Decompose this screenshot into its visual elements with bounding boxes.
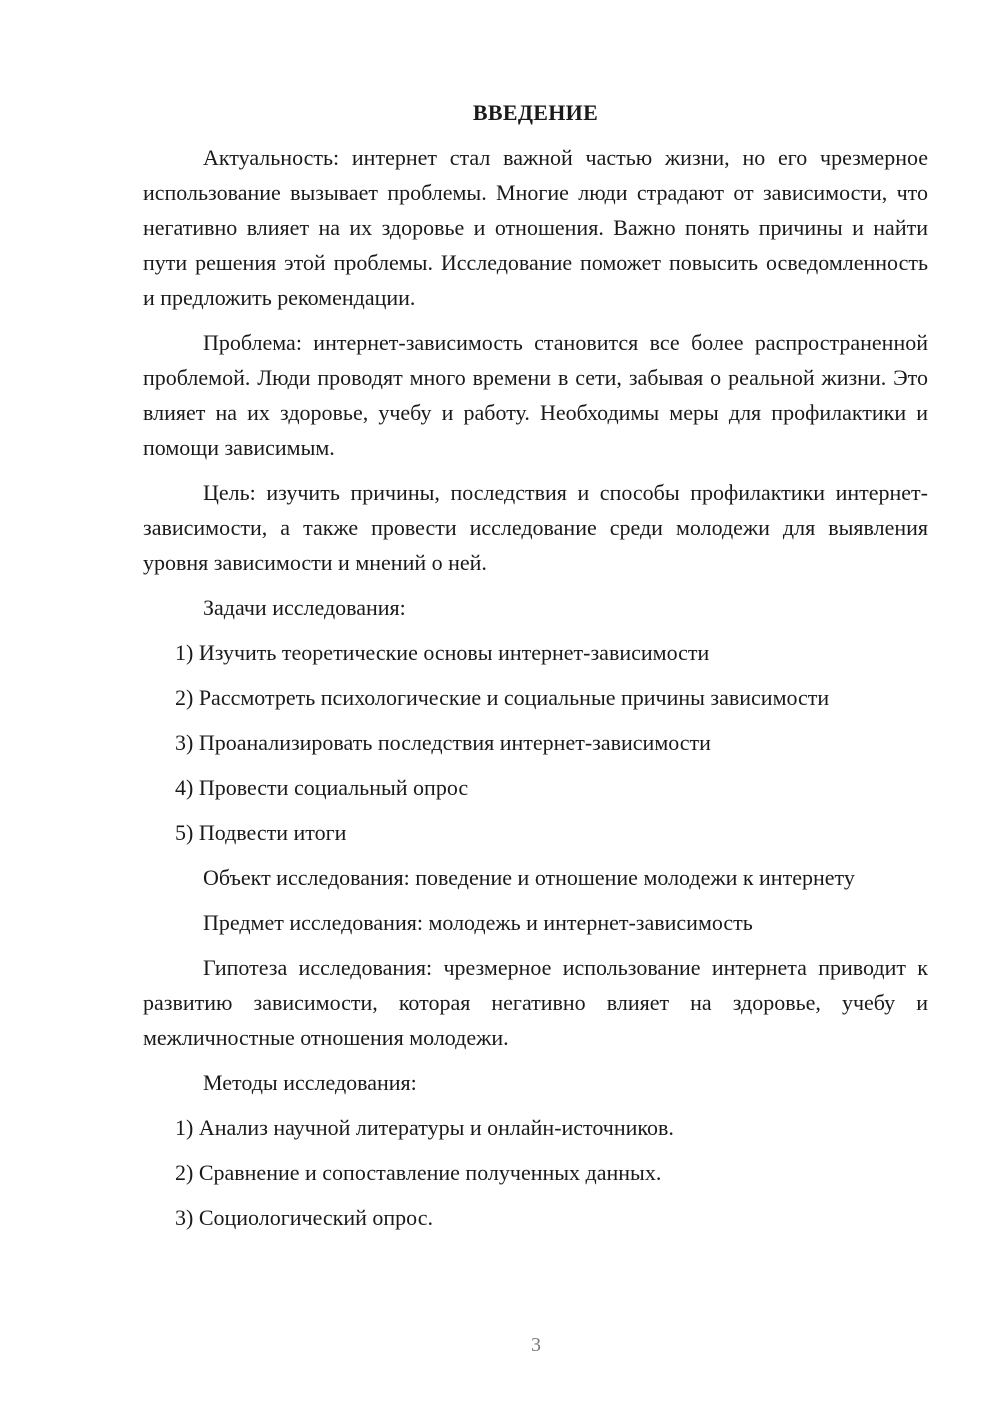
problem-paragraph: Проблема: интернет-зависимость становится все более распространенной проблемой. Люди проводят много времени в сети, забывая о реальной жизни. Это влияет на их здоровье, учебу и работу. Необходимы меры для профилактики и помощи зависимым. bbox=[143, 330, 928, 460]
object-paragraph: Объект исследования: поведение и отношение молодежи к интернету bbox=[203, 865, 855, 890]
tasks-list bbox=[143, 635, 928, 850]
methods-list bbox=[143, 1110, 928, 1235]
list-item: 2) Рассмотреть психологические и социальные причины зависимости bbox=[175, 685, 830, 710]
document-page bbox=[143, 95, 928, 1245]
methods-heading: Методы исследования: bbox=[203, 1070, 417, 1095]
list-item: 3) Социологический опрос. bbox=[175, 1205, 433, 1230]
goal-paragraph: Цель: изучить причины, последствия и способы профилактики интернет-зависимости, а также провести исследование среди молодежи для выявления уровня зависимости и мнений о ней. bbox=[143, 480, 928, 575]
list-item: 2) Сравнение и сопоставление полученных данных. bbox=[175, 1160, 662, 1185]
section-title: ВВЕДЕНИЕ bbox=[472, 100, 599, 125]
list-item: 4) Провести социальный опрос bbox=[175, 775, 469, 800]
list-item: 3) Проанализировать последствия интернет-зависимости bbox=[175, 730, 711, 755]
tasks-heading: Задачи исследования: bbox=[203, 595, 406, 620]
subject-paragraph: Предмет исследования: молодежь и интернет-зависимость bbox=[203, 910, 753, 935]
list-item: 1) Анализ научной литературы и онлайн-источников. bbox=[175, 1115, 674, 1140]
relevance-paragraph: Актуальность: интернет стал важной частью жизни, но его чрезмерное использование вызывает проблемы. Многие люди страдают от зависимости, что негативно влияет на их здоровье и отношения. Важно понять причины и найти пути решения этой проблемы. Исследование поможет повысить осведомленность и предложить рекомендации. bbox=[143, 145, 928, 310]
list-item: 5) Подвести итоги bbox=[175, 820, 347, 845]
page-number: 3 bbox=[531, 1334, 541, 1356]
list-item: 1) Изучить теоретические основы интернет-зависимости bbox=[175, 640, 710, 665]
hypothesis-paragraph: Гипотеза исследования: чрезмерное использование интернета приводит к развитию зависимости, которая негативно влияет на здоровье, учебу и межличностные отношения молодежи. bbox=[143, 955, 928, 1050]
